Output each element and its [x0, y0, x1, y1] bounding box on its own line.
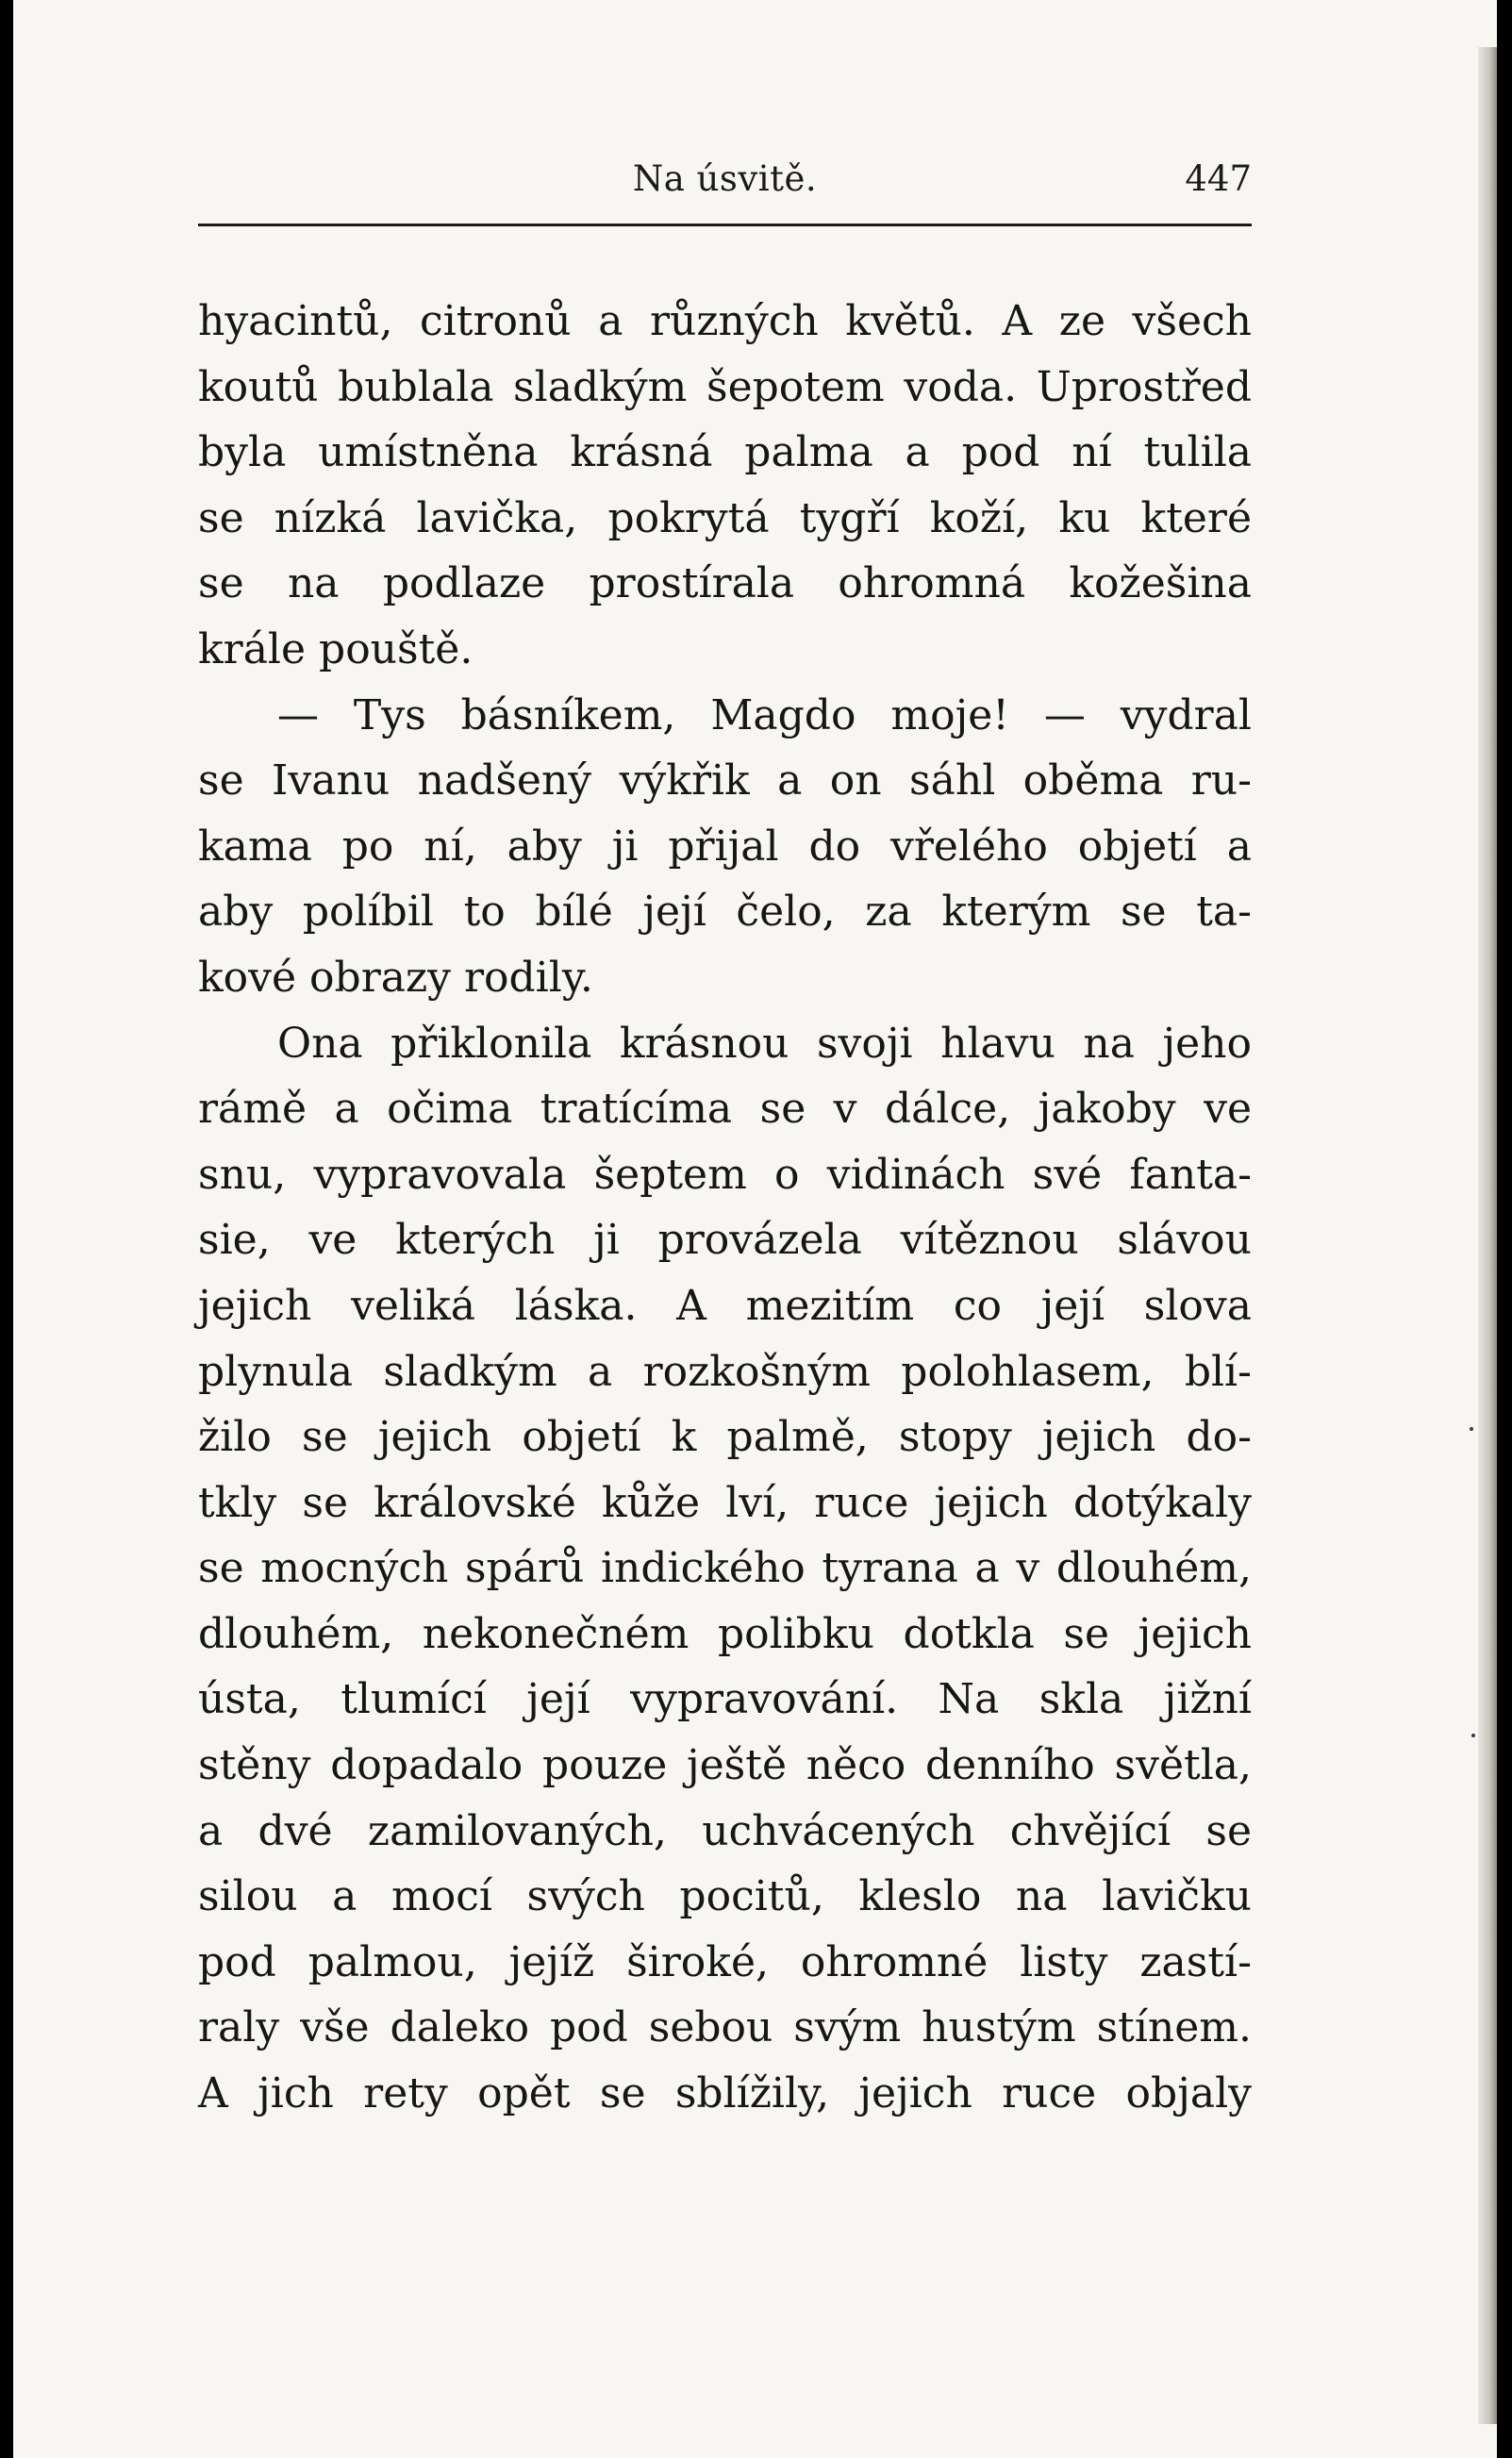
print-speck [1471, 1734, 1475, 1737]
text-line: tkly se královské kůže lví, ruce jejich dotýkaly [198, 1478, 1252, 1527]
text-line: se na podlaze prostírala ohromná kožešina [198, 559, 1252, 608]
text-line: a dvé zamilovaných, uchvácených chvějící se [198, 1806, 1252, 1855]
text-line: A jich rety opět se sblížily, jejich ruce objaly [198, 2069, 1252, 2118]
text-line: jejich veliká láska. A mezitím co její slova [198, 1281, 1252, 1330]
text-line: se nízká lavička, pokrytá tygří koží, ku které [198, 493, 1252, 542]
text-line: sie, ve kterých ji provázela vítěznou slávou [198, 1216, 1252, 1265]
body-text [198, 289, 1252, 2127]
text-line: Ona přiklonila krásnou svoji hlavu na jeho [277, 1019, 1252, 1068]
text-line: rámě a očima tratícíma se v dálce, jakoby ve [198, 1085, 1252, 1134]
header-rule [198, 224, 1252, 226]
text-line: krále pouště. [198, 624, 474, 673]
text-line: se mocných spárů indického tyrana a v dlouhém, [198, 1544, 1252, 1593]
text-line: žilo se jejich objetí k palmě, stopy jejich do- [198, 1413, 1252, 1462]
text-line: pod palmou, jejíž široké, ohromné listy zastí- [198, 1937, 1252, 1986]
running-title: Na úsvitě. [632, 158, 818, 199]
book-page [13, 0, 1497, 2458]
text-line: snu, vypravovala šeptem o vidinách své fanta- [198, 1150, 1252, 1199]
text-line: byla umístněna krásná palma a pod ní tulila [198, 428, 1252, 477]
text-line: raly vše daleko pod sebou svým hustým stínem. [198, 2003, 1252, 2052]
print-speck [1470, 1427, 1473, 1431]
text-line: aby políbil to bílé její čelo, za kterým se ta- [198, 888, 1252, 937]
text-line: koutů bublala sladkým šepotem voda. Uprostřed [198, 362, 1252, 411]
text-line: ústa, tlumící její vypravování. Na skla jižní [198, 1675, 1252, 1724]
page-number: 447 [1185, 158, 1252, 199]
page-header [198, 158, 1252, 215]
text-line: se Ivanu nadšený výkřik a on sáhl oběma ru- [198, 756, 1252, 805]
text-line: stěny dopadalo pouze ještě něco denního světla, [198, 1741, 1252, 1790]
text-line: plynula sladkým a rozkošným polohlasem, blí- [198, 1347, 1252, 1396]
text-line: kové obrazy rodily. [198, 953, 593, 1002]
text-line: silou a mocí svých pocitů, kleslo na lavičku [198, 1872, 1252, 1921]
text-line: hyacintů, citronů a různých květů. A ze všech [198, 297, 1252, 345]
page-edge [1478, 47, 1497, 2424]
text-line: dlouhém, nekonečném polibku dotkla se jejich [198, 1609, 1252, 1658]
text-line: kama po ní, aby ji přijal do vřelého objetí a [198, 822, 1252, 871]
text-line: — Tys básníkem, Magdo moje! — vydral [277, 690, 1252, 739]
